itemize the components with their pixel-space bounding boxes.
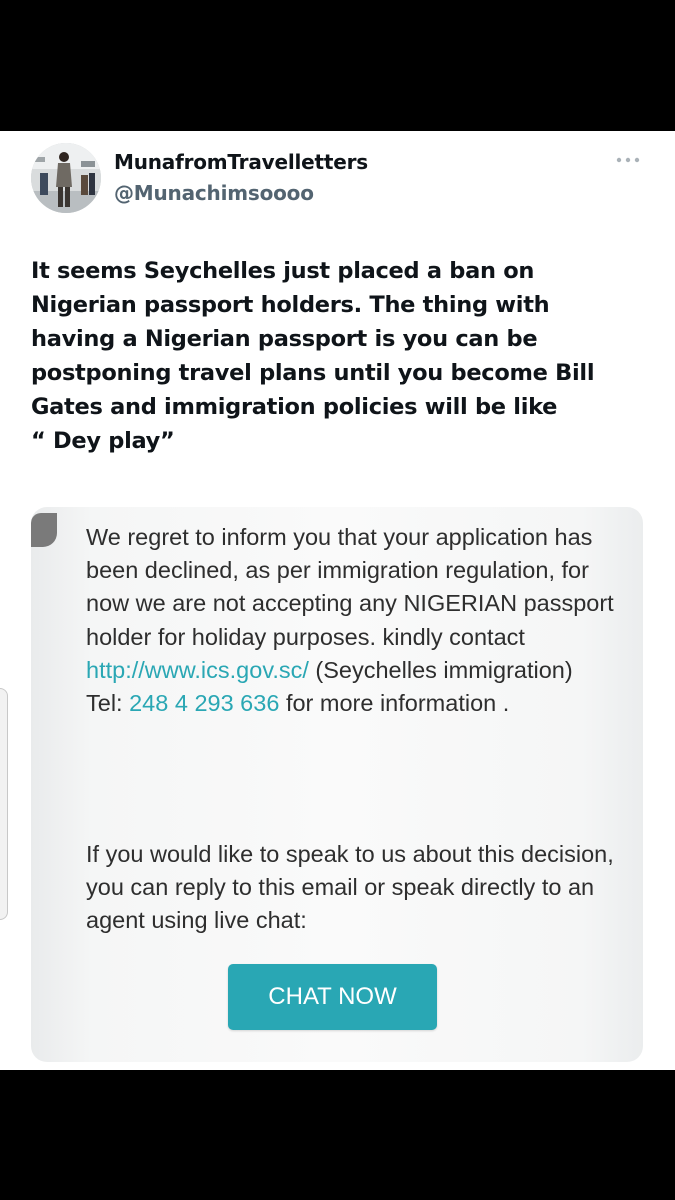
tel-suffix: for more information . xyxy=(285,690,510,717)
side-scroll-handle[interactable] xyxy=(0,688,8,920)
link-suffix: (Seychelles immigration) xyxy=(315,656,573,683)
chat-now-button[interactable]: CHAT NOW xyxy=(228,964,437,1030)
tel-number-link[interactable]: 248 4 293 636 xyxy=(129,690,280,717)
email-screenshot xyxy=(31,507,643,1062)
ics-link[interactable]: http://www.ics.gov.sc/ xyxy=(86,656,309,683)
avatar[interactable] xyxy=(31,143,101,213)
tweet-text: It seems Seychelles just placed a ban on Nigerian passport holders. The thing with having a Nigerian passport is you can be postponing travel plans until you become Bill Gates and immigration policies will be like “ Dey play” xyxy=(31,258,595,454)
user-avatar-icon xyxy=(31,143,101,213)
tel-label: Tel: xyxy=(86,690,123,717)
display-name[interactable]: MunafromTravelletters xyxy=(114,150,368,174)
email-paragraph-decline xyxy=(86,521,626,720)
email-paragraph-contact: If you would like to speak to us about this decision, you can reply to this email or speak directly to an agent using live chat: xyxy=(86,841,614,934)
corner-tab-shape xyxy=(31,513,57,547)
more-horizontal-icon[interactable] xyxy=(614,153,642,167)
user-handle[interactable]: @Munachimsoooo xyxy=(114,181,314,205)
tweet-card xyxy=(0,131,675,1070)
decline-text: We regret to inform you that your application has been declined, as per immigration regulation, for now we are not accepting any NIGERIAN passport holder for holiday purposes. kindly contact xyxy=(86,524,614,650)
